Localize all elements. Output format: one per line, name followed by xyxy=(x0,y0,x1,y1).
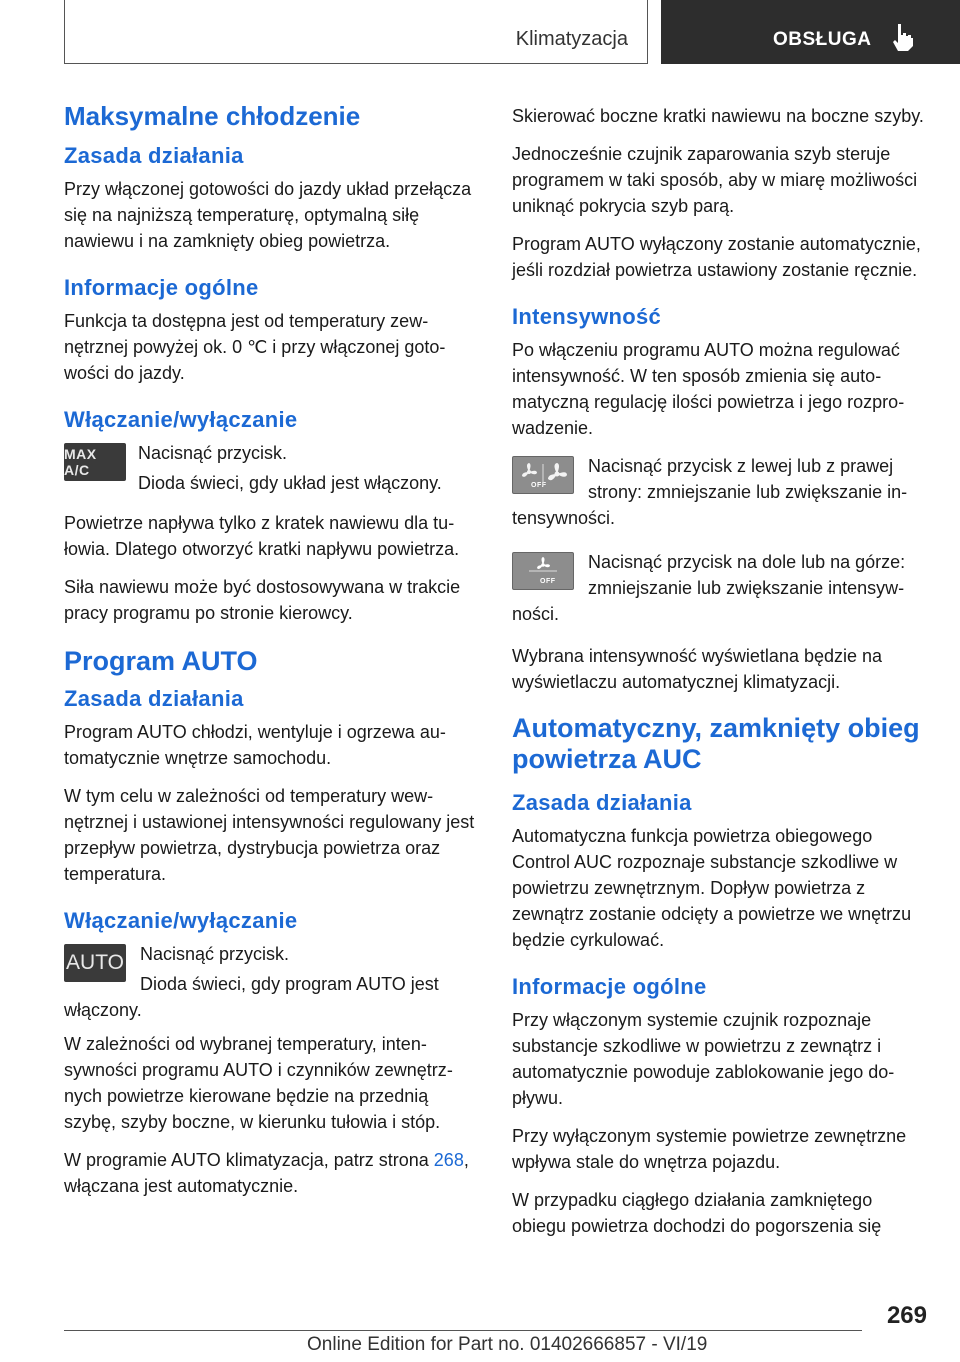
subheading-general-info: Informacje ogólne xyxy=(512,974,707,999)
hand-pointer-icon xyxy=(889,22,915,52)
subheading-principle: Zasada działania xyxy=(64,686,244,711)
heading-auto-program: Program AUTO xyxy=(64,646,258,676)
intensity-lr-instruction xyxy=(512,453,926,531)
text: W programie AUTO klimatyzacja, patrz strona xyxy=(64,1150,434,1170)
paragraph: W zależności od wybranej temperatury, intensywności programu AUTO i czynników zewnętrznych powietrze kierowane będzie na przednią szybę, szyby boczne, w kierunku tułowia i stóp. xyxy=(64,1034,453,1132)
page-link[interactable]: 268 xyxy=(433,1150,464,1170)
fan-small-icon xyxy=(515,555,571,587)
subheading-on-off: Włączanie/wyłączanie xyxy=(64,908,298,933)
paragraph: W tym celu w zależności od temperatury wewnętrznej i ustawionej intensywności regulowany jest przepływ powietrza, dystrybucja powietrza oraz temperatura. xyxy=(64,786,475,884)
footer-edition: Online Edition for Part no. 01402666857 - VI/19 xyxy=(307,1334,708,1355)
paragraph: Dioda świeci, gdy program AUTO jest włączony. xyxy=(64,974,439,1020)
subheading-on-off: Włączanie/wyłączanie xyxy=(64,407,298,432)
paragraph: Przy włączonej gotowości do jazdy układ przełącza się na najniższą temperaturę, optymalną siłę nawiewu i na zamknięty obieg powietrza. xyxy=(64,179,472,251)
footer-divider xyxy=(64,1330,862,1331)
subheading-principle: Zasada działania xyxy=(64,143,244,168)
heading-auc: Automatyczny, zamknięty obieg powietrza AUC xyxy=(512,713,920,774)
paragraph: Program AUTO wyłączony zostanie automatycznie, jeśli rozdział powietrza ustawiony zostanie ręcznie. xyxy=(512,234,921,280)
paragraph: Nacisnąć przycisk z lewej lub z prawej strony: zmniejszanie lub zwiększanie intensywności. xyxy=(512,456,908,528)
paragraph: Nacisnąć przycisk. xyxy=(138,443,288,463)
paragraph: Po włączeniu programu AUTO można regulować intensywność. W ten sposób zmienia się automatyczną regulację ilości powietrza i jego rozprowadzenie. xyxy=(512,340,905,438)
paragraph: Przy włączonym systemie czujnik rozpoznaje substancje szkodliwe w powietrzu z zewnątrz i automatycznie powoduje zablokowanie jego dopływu. xyxy=(512,1010,895,1108)
paragraph: Skierować boczne kratki nawiewu na boczne szyby. xyxy=(512,106,924,126)
paragraph-with-link xyxy=(64,1147,478,1199)
subheading-principle: Zasada działania xyxy=(512,790,692,815)
paragraph: Funkcja ta dostępna jest od temperatury zewnętrznej powyżej ok. 0 ℃ i przy włączonej gotowości do jazdy. xyxy=(64,311,446,383)
text: , włączana jest automatycznie. xyxy=(64,1150,469,1196)
intensity-ud-instruction xyxy=(512,549,926,627)
off-text: OFF xyxy=(540,578,556,585)
auto-button-icon: AUTO xyxy=(64,944,126,982)
paragraph: Program AUTO chłodzi, wentyluje i ogrzewa automatycznie wnętrze samochodu. xyxy=(64,722,446,768)
paragraph: Nacisnąć przycisk na dole lub na górze: zmniejszanie lub zwiększanie intensywności. xyxy=(512,552,906,624)
paragraph: W przypadku ciągłego działania zamkniętego obiegu powietrza dochodzi do pogorszenia się xyxy=(512,1190,882,1236)
max-ac-instruction xyxy=(64,440,478,500)
header-section-title: Klimatyzacja xyxy=(515,28,628,50)
right-column xyxy=(512,103,926,1251)
header-tab-label: OBSŁUGA xyxy=(773,29,872,50)
max-ac-button-icon: MAX A/C xyxy=(64,443,126,481)
paragraph: Automatyczna funkcja powietrza obiegowego Control AUC rozpoznaje substancje szkodliwe w powietrzu zewnętrznym. Dopływ powietrza z zewnątrz zostanie odcięty a powietrze we wnętrzu będzie cyrkulować. xyxy=(512,826,912,950)
paragraph: Przy wyłączonym systemie powietrze zewnętrzne wpływa stale do wnętrza pojazdu. xyxy=(512,1126,907,1172)
paragraph: Dioda świeci, gdy układ jest włączony. xyxy=(138,473,442,493)
subheading-general-info: Informacje ogólne xyxy=(64,275,259,300)
subheading-intensity: Intensywność xyxy=(512,304,662,329)
page-number: 269 xyxy=(886,1302,927,1329)
auto-instruction xyxy=(64,941,478,1023)
paragraph: Wybrana intensywność wyświetlana będzie na wyświetlaczu automatycznej klimatyzacji. xyxy=(512,646,883,692)
paragraph: Powietrze napływa tylko z kratek nawiewu dla tułowia. Dlatego otworzyć kratki napływu powietrza. xyxy=(64,513,460,559)
fan-icon xyxy=(515,460,571,490)
off-text: OFF xyxy=(531,482,547,489)
heading-max-cooling: Maksymalne chłodzenie xyxy=(64,101,361,131)
paragraph: Siła nawiewu może być dostosowywana w trakcie pracy programu po stronie kierowcy. xyxy=(64,577,461,623)
paragraph: Nacisnąć przycisk. xyxy=(140,944,290,964)
fan-up-down-button-icon xyxy=(512,552,574,590)
paragraph: Jednocześnie czujnik zaparowania szyb steruje programem w taki sposób, aby w miarę możliwości uniknąć pokrycia szyb parą. xyxy=(512,144,918,216)
left-column xyxy=(64,100,478,1211)
header-tab xyxy=(661,0,960,64)
fan-left-right-button-icon xyxy=(512,456,574,494)
